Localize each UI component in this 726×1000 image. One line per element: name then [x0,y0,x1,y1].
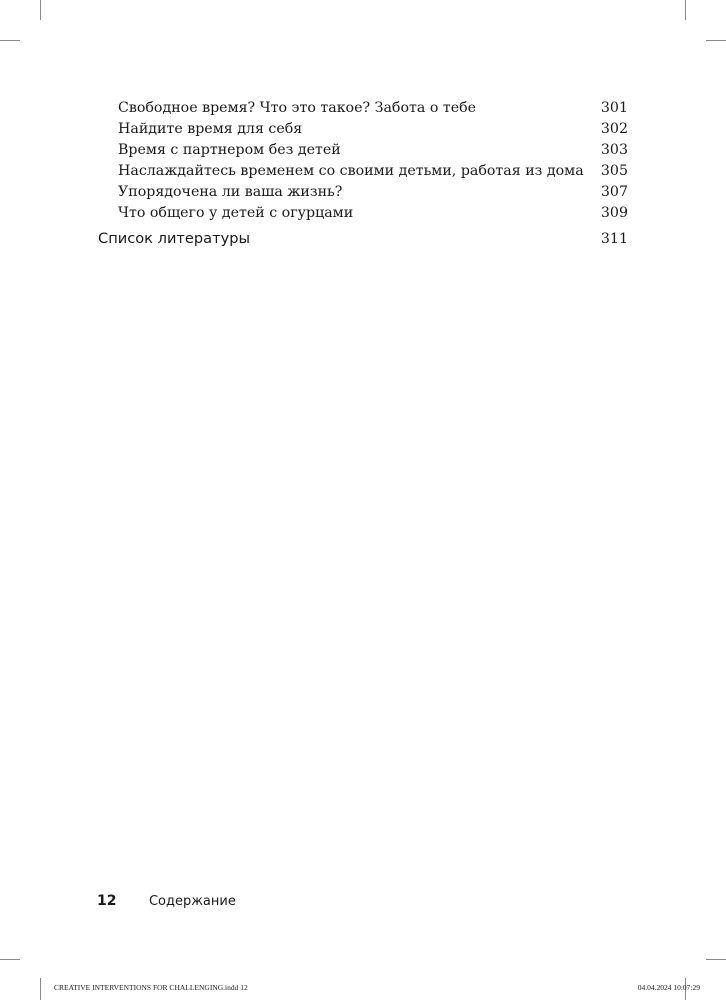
crop-mark-top-left [40,0,41,20]
toc-entry [98,203,628,224]
toc-entry-title: Время с партнером без детей [118,142,341,158]
crop-mark-right-top [706,40,726,41]
running-head: Содержание [148,894,236,909]
toc-section-entry [98,228,628,250]
crop-mark-left-bottom [0,959,20,960]
toc-entry-page: 303 [600,142,628,158]
toc-section-page: 311 [600,231,628,247]
toc-entry-page: 305 [600,163,628,179]
crop-mark-top-right [685,0,686,20]
toc-entry [98,119,628,140]
toc-entry-title: Найдите время для себя [118,121,303,137]
toc-entry [98,98,628,119]
toc-entry-page: 302 [600,121,628,137]
crop-mark-bottom-left [40,978,41,1000]
slug-file-info: CREATIVE INTERVENTIONS FOR CHALLENGING.indd 12 [54,983,248,992]
toc-entry [98,140,628,161]
table-of-contents [98,98,628,250]
toc-entry-title: Что общего у детей с огурцами [118,205,354,221]
page-footer [97,893,236,909]
toc-entry-title: Наслаждайтесь временем со своими детьми, работая из дома [118,163,584,179]
toc-entry-page: 309 [600,205,628,221]
toc-entry-title: Свободное время? Что это такое? Забота о тебе [118,100,477,116]
toc-entry [98,182,628,203]
toc-section-title: Список литературы [98,230,251,247]
toc-entry-page: 301 [600,100,628,116]
toc-entry-page: 307 [600,184,628,200]
toc-entry [98,161,628,182]
slug-timestamp: 04.04.2024 10:07:29 [637,983,700,992]
toc-entry-title: Упорядочена ли ваша жизнь? [118,184,343,200]
crop-mark-left-top [0,40,20,41]
crop-mark-right-bottom [706,959,726,960]
page-number: 12 [97,893,117,909]
